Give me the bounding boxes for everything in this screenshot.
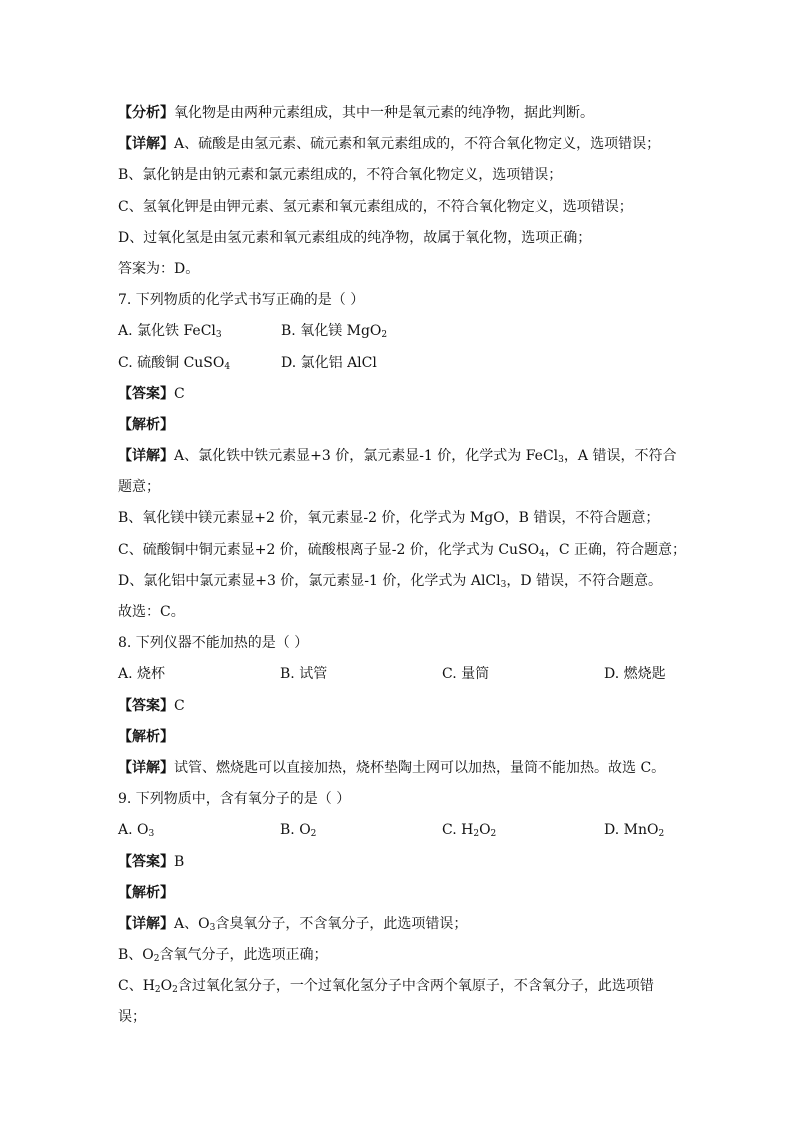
detail-7-b: B、氧化镁中镁元素显+2 价，氧元素显-2 价，化学式为 MgO，B 错误，不符合题意； [118, 510, 660, 527]
detail-7-c: C、硫酸铜中铜元素显+2 价，硫酸根离子显-2 价，化学式为 CuSO$_4$，C 正确，符合题意； [118, 541, 687, 559]
question-7-options-row-2 [118, 348, 678, 379]
detail-text: A、硫酸是由氢元素、硫元素和氧元素组成的，不符合氧化物定义，选项错误； [174, 136, 661, 153]
option-8c: C. 量筒 [442, 666, 490, 683]
detail-line-c: C、氢氧化钾是由钾元素、氢元素和氧元素组成的，不符合氧化物定义，选项错误； [118, 198, 633, 215]
question-7-options-row-1 [118, 316, 678, 347]
answer-9 [118, 847, 678, 878]
answer-value: C [174, 697, 185, 714]
option-8b: B. 试管 [280, 666, 328, 683]
detail-7-a: 【详解】A、氯化铁中铁元素显+3 价，氯元素显-1 价，化学式为 FeCl$_3$，A 错误，不符合 [118, 448, 677, 466]
detail-9-b: B、$O_2$含氧气分子，此选项正确； [118, 947, 328, 965]
answer-label: 【答案】 [118, 697, 174, 714]
option-9b: B. $O_2$ [280, 822, 317, 840]
analysis-label-9: 【解析】 [118, 884, 174, 901]
option-9c: C. $H_2O_2$ [442, 822, 497, 840]
detail-text: 试管、燃烧匙可以直接加热，烧杯垫陶土网可以加热，量筒不能加热。故选 C。 [174, 759, 666, 776]
final-7: 故选：C。 [118, 604, 185, 620]
option-7d: D. 氯化铝 AlCl [281, 354, 377, 371]
detail-9-c-cont: 误； [118, 1009, 146, 1026]
detail-line-b: B、氯化钠是由钠元素和氯元素组成的，不符合氧化物定义，选项错误； [118, 167, 563, 184]
detail-8 [118, 753, 678, 784]
answer-label: 【答案】 [118, 385, 174, 402]
detail-line-d: D、过氧化氢是由氢元素和氧元素组成的纯净物，故属于氧化物，选项正确； [118, 229, 592, 246]
option-8a: A. 烧杯 [118, 666, 166, 683]
detail-line-a [118, 129, 678, 160]
answer-label: 【答案】 [118, 853, 174, 870]
page-content [118, 98, 687, 1034]
question-8: 8. 下列仪器不能加热的是（ ） [118, 635, 309, 652]
question-8-options [118, 659, 678, 690]
detail-label: 【详解】 [118, 759, 174, 776]
detail-7-a-cont: 题意； [118, 479, 160, 496]
detail-7-d: D、氯化铝中氯元素显+3 价，氯元素显-1 价，化学式为 AlCl$_3$，D 错误，不符合题意。 [118, 572, 663, 590]
detail-label: 【详解】 [118, 136, 174, 153]
analysis-line [118, 98, 678, 129]
detail-label: 【详解】 [118, 448, 174, 465]
answer-8 [118, 691, 678, 722]
detail-9-a: 【详解】A、$O_3$含臭氧分子，不含氧分子，此选项错误； [118, 915, 468, 933]
option-8d: D. 燃烧匙 [604, 666, 666, 683]
option-7b: B. 氧化镁 MgO$_2$ [281, 323, 388, 341]
option-7a: A. 氯化铁 FeCl$_3$ [118, 323, 222, 341]
analysis-label: 【分析】 [118, 105, 174, 121]
final-answer: 答案为：D。 [118, 260, 200, 277]
analysis-label-7: 【解析】 [118, 416, 174, 433]
question-7: 7. 下列物质的化学式书写正确的是（ ） [118, 292, 365, 309]
detail-label: 【详解】 [118, 915, 174, 932]
option-9a: A. $O_3$ [118, 822, 155, 840]
answer-value: B [174, 853, 185, 870]
question-9: 9. 下列物质中，含有氧分子的是（ ） [118, 791, 351, 808]
option-7c: C. 硫酸铜 CuSO$_4$ [118, 354, 231, 372]
analysis-text: 氧化物是由两种元素组成，其中一种是氧元素的纯净物，据此判断。 [174, 105, 594, 121]
detail-9-c: C、$H_2O_2$含过氧化氢分子，一个过氧化氢分子中含两个氧原子，不含氧分子，此选项错 [118, 978, 654, 996]
answer-7 [118, 379, 678, 410]
question-9-options [118, 815, 678, 846]
answer-value: C [174, 385, 185, 402]
analysis-label-8: 【解析】 [118, 728, 174, 745]
option-9d: D. MnO$_2$ [604, 822, 665, 840]
